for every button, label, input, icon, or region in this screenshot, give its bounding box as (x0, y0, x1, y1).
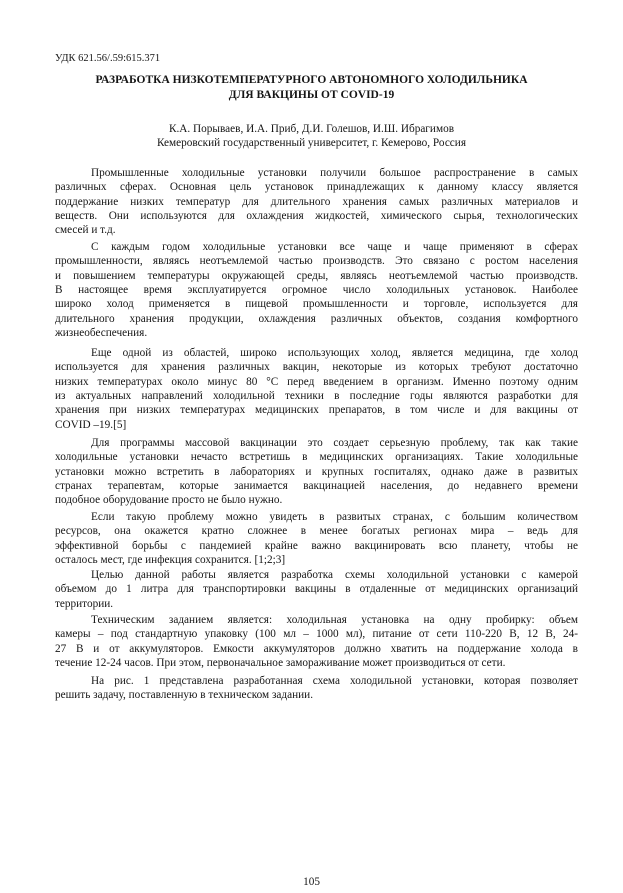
udc-code: УДК 621.56/.59:615.371 (55, 53, 161, 64)
paragraph-line: и повышением температуры окружающей среды, являясь неотъемлемой частью производств. (55, 269, 578, 282)
paragraph-line: смесей и т.д. (55, 224, 116, 237)
paragraph-line: поддержание низких температур для длительного хранения самых различных материалов и (55, 195, 578, 208)
paragraph-line: территории. (55, 597, 114, 610)
paragraph-line: осталось мест, где инфекция сохранится. [1;2;3] (55, 553, 286, 566)
paragraph-line: жизнеобеспечения. (55, 326, 148, 339)
paragraph-line: из актуальных направлений холодильной техники в последние годы являются разработки для (55, 389, 578, 402)
paragraph-line: COVID –19.[5] (55, 418, 127, 431)
paragraph-line: Для программы массовой вакцинации это создает серьезную проблему, так как такие (91, 437, 578, 449)
paragraph-line: Техническим заданием является: холодильная установка на одну пробирку: объем (91, 614, 578, 626)
page-number: 105 (303, 876, 320, 888)
paragraph-line: Еще одной из областей, широко использующих холод, является медицина, где холод (91, 347, 578, 359)
paragraph-line: Целью данной работы является разработка схемы холодильной установки с камерой (91, 569, 578, 581)
paragraph-line: В настоящее время эксплуатируется огромное число холодильных установок. Наиболее (55, 283, 578, 296)
paragraph-line: объемом до 1 литра для транспортировки вакцины в отдаленные от медицинских организаций (55, 583, 578, 596)
paragraph-line: широко холод применяется в пищевой промышленности и торговле, используется для (55, 298, 578, 311)
paragraph-line: На рис. 1 представлена разработанная схема холодильной установки, которая позволяет (91, 675, 578, 687)
paragraph-line: веществ. Они используются для охлаждения жидкостей, химического сырья, технологических (55, 209, 578, 222)
title-line-1: РАЗРАБОТКА НИЗКОТЕМПЕРАТУРНОГО АВТОНОМНОГО ХОЛОДИЛЬНИКА (95, 74, 528, 86)
paragraph-line: Промышленные холодильные установки получили большое распространение в самых (91, 167, 578, 179)
paragraph-line: различных сферах. Основная цель установок принадлежащих к данному классу является (55, 181, 578, 194)
paragraph-line: холодильные установки нечасто встретишь в медицинских организациях. Такие холодильные (55, 451, 578, 464)
paragraph-line: камеры – под стандартную упаковку (100 мл – 1000 мл), питание от сети 110-220 В, 12 В, 24- (55, 628, 578, 641)
authors: К.А. Порываев, И.А. Приб, Д.И. Голешов, И.Ш. Ибрагимов (168, 123, 455, 135)
paragraph-line: течение 12-24 часов. При этом, первоначальное замораживание может производиться от сети. (55, 656, 506, 669)
paragraph-line: промышленности, являясь неотъемлемой частью производств. Это связано с ростом населения (55, 255, 578, 268)
paragraph-line: подобное оборудование просто не было нужно. (55, 494, 283, 507)
paragraph-line: ресурсов, она окажется кратно сложнее в менее богатых регионах мира – ведь для (55, 525, 578, 538)
paragraph-line: решить задачу, поставленную в техническом задании. (55, 689, 314, 702)
paragraph-line: Если такую проблему можно увидеть в развитых странах, с большим количеством (91, 511, 578, 523)
affiliation: Кемеровский государственный университет, г. Кемерово, Россия (156, 137, 466, 149)
paragraph-line: эффективной борьбы с пандемией крайне важно вакцинировать всю планету, чтобы не (55, 539, 578, 552)
title-line-2: ДЛЯ ВАКЦИНЫ ОТ COVID-19 (228, 89, 395, 101)
paragraph-line: установки можно встретить в лабораториях и крупных госпиталях, однако даже в развитых (55, 465, 578, 478)
paragraph-line: 27 В и от аккумуляторов. Емкости аккумуляторов должно хватить на поддержание холода в (55, 642, 578, 655)
paragraph-line: низких температурах около минус 80 °С перед введением в организм. Именно поэтому одним (55, 375, 578, 388)
paragraph-line: хранения при низких температурах медицинских препаратов, в том числе и для вакцины от (55, 404, 578, 417)
paragraph-line: странах терапевтам, которые занимается вакцинацией населения, до недавнего времени (55, 479, 578, 492)
paragraph-line: длительного хранения продукции, охлаждения различных объектов, создания комфортного (55, 312, 578, 325)
paragraph-line: используется для хранения различных вакцин, некоторые из которых требуют достаточно (55, 361, 578, 374)
paragraph-line: С каждым годом холодильные установки все чаще и чаще применяют в сферах (91, 241, 578, 253)
